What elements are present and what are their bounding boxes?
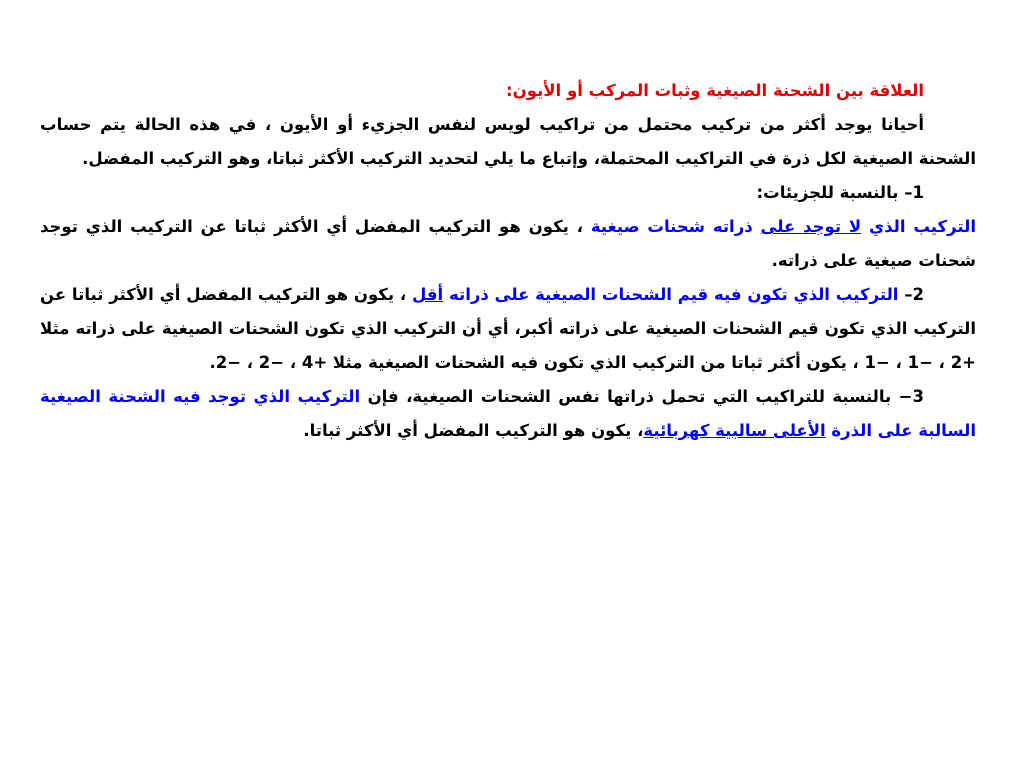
point-1-paragraph bbox=[40, 210, 976, 278]
point-1-lead-end: ذراته شحنات صيغية bbox=[590, 217, 761, 236]
point-1-lead-underlined-2: على bbox=[760, 217, 796, 236]
point-3-paragraph bbox=[40, 380, 976, 448]
page-title: العلاقة بين الشحنة الصيغية وثبات المركب أو الأيون: bbox=[506, 81, 924, 100]
point-1-lead-underlined: لا توجد bbox=[795, 217, 862, 236]
intro-paragraph: أحيانا يوجد أكثر من تركيب محتمل من تراكيب لويس لنفس الجزيء أو الأيون ، في هذه الحالة يتم حساب الشحنة الصيغية لكل ذرة في التراكيب المحتملة، وإتباع ما يلي لتحديد التركيب الأكثر ثباتا، وهو التركيب المفضل. bbox=[40, 115, 976, 168]
point-3-highlight: التركيب الذي توجد فيه الشحنة الصيغية السالبة على الذرة bbox=[40, 387, 976, 440]
point-3-rest: ، يكون هو التركيب المفضل أي الأكثر ثباتا. bbox=[303, 421, 644, 440]
point-2-rest: ، يكون هو التركيب المفضل أي الأكثر ثباتا عن التركيب الذي تكون قيم الشحنات الصيغية على ذراته أكبر، أي أن التركيب الذي تكون الشحنات الصيغية على ذراته مثلا +2 ، −1 ، −1 ، يكون أكثر ثباتا من التركيب الذي تكون فيه الشحنات الصيغية مثلا +4 ، −2 ، −2. bbox=[40, 285, 976, 372]
point-2-number: 2– bbox=[898, 285, 924, 304]
point-2-highlight: التركيب الذي تكون فيه قيم الشحنات الصيغية على ذراته bbox=[443, 285, 899, 304]
point-3-text: بالنسبة للتراكيب التي تحمل ذراتها نفس الشحنات الصيغية، فإن bbox=[360, 387, 892, 406]
point-2-highlight-underlined: أقل bbox=[412, 285, 444, 304]
slide-content bbox=[40, 74, 976, 448]
point-1-lead: التركيب الذي bbox=[861, 217, 976, 236]
point-1-heading: 1– بالنسبة للجزيئات: bbox=[756, 183, 924, 202]
point-2-paragraph bbox=[40, 278, 976, 380]
point-3-highlight-underlined: الأعلى سالبية كهربائية bbox=[643, 421, 826, 440]
point-3-number: 3− bbox=[891, 387, 924, 406]
point-1-rest: ، يكون هو التركيب المفضل أي الأكثر ثباتا عن التركيب الذي توجد شحنات صيغية على ذراته. bbox=[40, 217, 976, 270]
